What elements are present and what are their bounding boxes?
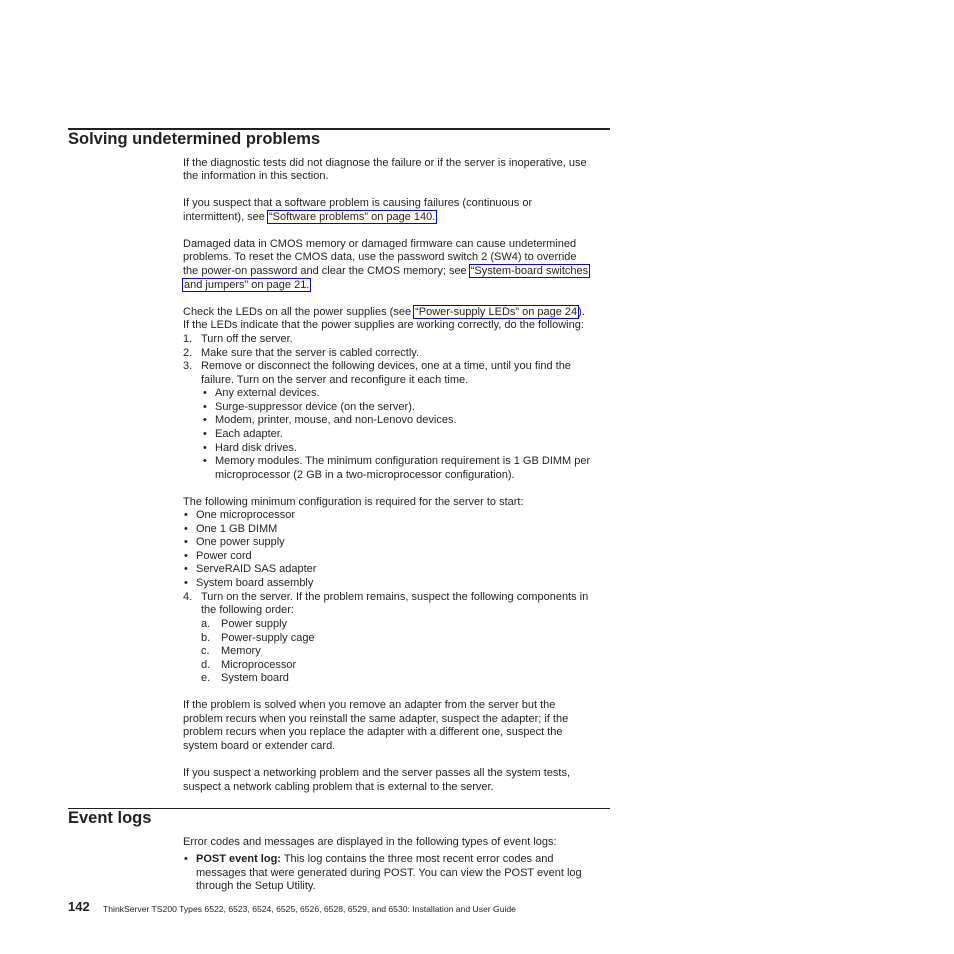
paragraph-line bbox=[183, 264, 589, 278]
bullet: • bbox=[203, 442, 207, 454]
component-text: Memory bbox=[221, 645, 261, 658]
list-item: Any external devices. bbox=[215, 387, 320, 399]
paragraph-line: system board or extender card. bbox=[183, 740, 336, 752]
paragraph-line bbox=[183, 278, 310, 292]
bullet: • bbox=[203, 455, 207, 467]
step-number: 1. bbox=[183, 333, 193, 345]
list-item: Memory modules. The minimum configuration requirement is 1 GB DIMM per bbox=[215, 455, 591, 467]
paragraph-line: problem recurs when you replace the adapter with a different one, suspect the bbox=[183, 726, 563, 738]
text: ). bbox=[578, 306, 585, 318]
list-item-line: through the Setup Utility. bbox=[196, 880, 316, 892]
section-heading: Solving undetermined problems bbox=[68, 130, 321, 148]
bullet: • bbox=[203, 401, 207, 413]
step-text: Turn on the server. If the problem remains, suspect the following components in bbox=[201, 591, 589, 603]
list-item-line: messages that were generated during POST. You can view the POST event log bbox=[196, 867, 582, 879]
step-text: Turn off the server. bbox=[201, 333, 293, 345]
paragraph-line: suspect a network cabling problem that is external to the server. bbox=[183, 781, 494, 793]
list-item: One power supply bbox=[196, 536, 285, 549]
system-board-switches-link[interactable]: “System-board switches bbox=[470, 265, 589, 277]
bullet: • bbox=[184, 536, 188, 549]
step-number: 3. bbox=[183, 360, 193, 372]
list-item: Modem, printer, mouse, and non-Lenovo devices. bbox=[215, 414, 457, 426]
component-letter: b. bbox=[201, 631, 211, 644]
power-supply-leds-link[interactable]: “Power-supply LEDs” on page 24 bbox=[415, 306, 578, 318]
paragraph-line: problem recurs when you reinstall the same adapter, suspect the adapter; if the bbox=[183, 713, 569, 725]
paragraph-line: If the problem is solved when you remove an adapter from the server but the bbox=[183, 699, 556, 711]
step-text: Remove or disconnect the following devices, one at a time, until you find the bbox=[201, 360, 571, 372]
bullet: • bbox=[203, 428, 207, 440]
component-letter: a. bbox=[201, 618, 211, 630]
text: This log contains the three most recent error codes and bbox=[280, 853, 554, 865]
paragraph-line: problems. To reset the CMOS data, use the password switch 2 (SW4) to override bbox=[183, 251, 577, 263]
text: Check the LEDs on all the power supplies (see bbox=[183, 306, 415, 318]
bullet: • bbox=[203, 387, 207, 399]
list-item: One microprocessor bbox=[196, 509, 296, 521]
bullet: • bbox=[203, 414, 207, 426]
bullet: • bbox=[184, 577, 188, 589]
list-item: One 1 GB DIMM bbox=[196, 522, 278, 535]
component-text: Power supply bbox=[221, 618, 288, 630]
system-board-switches-link[interactable]: and jumpers” on page 21. bbox=[184, 279, 310, 291]
bullet: • bbox=[184, 522, 188, 535]
paragraph-line: the information in this section. bbox=[183, 170, 329, 182]
component-letter: e. bbox=[201, 672, 211, 685]
step-text: Make sure that the server is cabled correctly. bbox=[201, 347, 420, 359]
paragraph-line: If you suspect that a software problem is causing failures (continuous or bbox=[183, 197, 533, 209]
term: POST event log: bbox=[196, 853, 281, 865]
component-text: Microprocessor bbox=[221, 658, 297, 671]
bullet: • bbox=[184, 853, 188, 865]
paragraph-line: Damaged data in CMOS memory or damaged firmware can cause undetermined bbox=[183, 238, 577, 250]
software-problems-link[interactable]: “Software problems” on page 140. bbox=[268, 211, 436, 223]
paragraph-line: If the LEDs indicate that the power supplies are working correctly, do the following: bbox=[183, 319, 584, 331]
text: intermittent), see bbox=[183, 211, 268, 223]
list-item: Power cord bbox=[196, 549, 252, 562]
component-letter: d. bbox=[201, 658, 211, 671]
step-text: failure. Turn on the server and reconfigure it each time. bbox=[201, 374, 469, 386]
bullet: • bbox=[184, 549, 188, 562]
page-number: 142 bbox=[68, 899, 90, 914]
component-letter: c. bbox=[201, 645, 210, 658]
bullet: • bbox=[184, 563, 188, 576]
step-text: the following order: bbox=[201, 604, 294, 616]
list-item: Hard disk drives. bbox=[215, 442, 297, 454]
list-item: System board assembly bbox=[196, 577, 314, 589]
list-item: Surge-suppressor device (on the server). bbox=[215, 401, 415, 413]
paragraph-line: The following minimum configuration is required for the server to start: bbox=[183, 496, 524, 508]
step-number: 2. bbox=[183, 347, 193, 359]
bullet: • bbox=[184, 509, 188, 521]
component-text: System board bbox=[221, 672, 289, 685]
section-heading: Event logs bbox=[68, 809, 152, 827]
list-item: microprocessor (2 GB in a two-microprocessor configuration). bbox=[215, 469, 515, 481]
paragraph-line: If the diagnostic tests did not diagnose the failure or if the server is inoperative, use bbox=[183, 157, 587, 169]
text: the power-on password and clear the CMOS memory; see bbox=[183, 265, 470, 277]
paragraph-line bbox=[183, 305, 585, 319]
paragraph-line bbox=[183, 210, 436, 224]
footer-title: ThinkServer TS200 Types 6522, 6523, 6524, 6525, 6526, 6528, 6529, and 6530: Installation and User Guide bbox=[103, 904, 516, 914]
step-number: 4. bbox=[183, 591, 193, 603]
paragraph-line: If you suspect a networking problem and the server passes all the system tests, bbox=[183, 767, 571, 779]
paragraph-line: Error codes and messages are displayed in the following types of event logs: bbox=[183, 836, 557, 848]
list-item: ServeRAID SAS adapter bbox=[196, 563, 317, 576]
component-text: Power-supply cage bbox=[221, 631, 315, 644]
list-item-line bbox=[196, 852, 553, 866]
list-item: Each adapter. bbox=[215, 428, 283, 440]
